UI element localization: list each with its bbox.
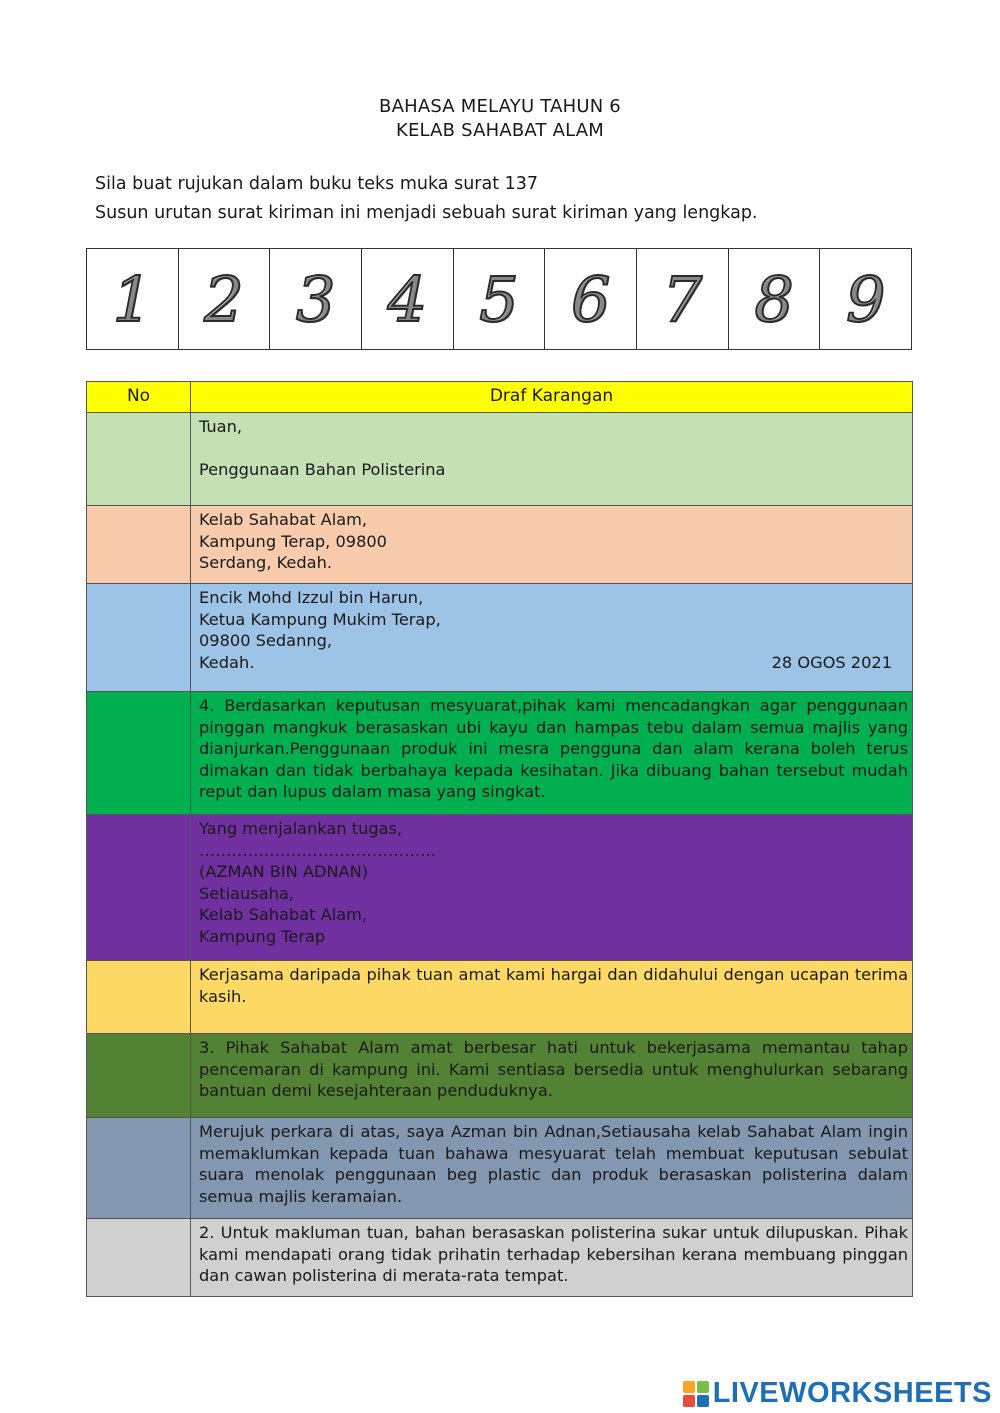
text-line: Setiausaha, — [199, 883, 294, 903]
worksheet-subtitle: KELAB SAHABAT ALAM — [395, 120, 605, 141]
table-row — [87, 961, 913, 1034]
liveworksheets-logo — [683, 1377, 992, 1410]
number-tile-3[interactable] — [270, 249, 362, 349]
answer-slot-1[interactable] — [87, 413, 191, 506]
number-tile-label: 8 — [754, 262, 794, 336]
number-tile-2[interactable] — [179, 249, 271, 349]
table-row — [87, 1034, 913, 1118]
number-tile-9[interactable] — [820, 249, 911, 349]
text-line: Penggunaan Bahan Polisterina — [199, 460, 446, 479]
draft-paragraph: 3. Pihak Sahabat Alam amat berbesar hati untuk bekerjasama memantau tahap pencemaran di kampung ini. Kami sentiasa bersedia untuk menghulurkan sebarang bantuan demi kesejahteraan penduduknya. — [191, 1034, 913, 1118]
draft-text — [191, 413, 913, 506]
number-tile-label: 6 — [570, 262, 611, 336]
answer-slot-3[interactable] — [87, 584, 191, 692]
answer-slot-5[interactable] — [87, 815, 191, 961]
column-header-no: No — [87, 382, 191, 413]
text-line: 09800 Sedanng, — [199, 631, 333, 650]
number-tile-8[interactable] — [729, 249, 821, 349]
draft-text — [191, 815, 913, 961]
draft-paragraph: Kerjasama daripada pihak tuan amat kami hargai dan didahului dengan ucapan terima kasih. — [191, 961, 913, 1034]
text-line: Encik Mohd Izzul bin Harun, — [199, 588, 424, 607]
answer-slot-8[interactable] — [87, 1118, 191, 1219]
draft-text — [191, 506, 913, 584]
text-line: Tuan, — [199, 417, 243, 436]
liveworksheets-logo-text: LIVEWORKSHEETS — [712, 1377, 992, 1409]
number-tile-6[interactable] — [545, 249, 637, 349]
text-line: Yang menjalankan tugas, — [199, 819, 403, 838]
number-tile-1[interactable] — [87, 249, 179, 349]
number-tile-label: 1 — [112, 262, 153, 336]
letter-date: 28 OGOS 2021 — [771, 652, 892, 672]
draft-paragraph: 4. Berdasarkan keputusan mesyuarat,pihak kami mencadangkan agar penggunaan pinggan mangkuk berasaskan ubi kayu dan hampas tebu dalam semua majlis yang dianjurkan.Penggunaan produk ini mesra pengguna dan alam kerana boleh terus dimakan dan tidak berbahaya kepada kesihatan. Jika dibuang bahan tersebut mudah reput dan lupus dalam masa yang singkat. — [191, 692, 913, 815]
table-row — [87, 506, 913, 584]
answer-slot-6[interactable] — [87, 961, 191, 1034]
number-tile-label: 3 — [295, 262, 336, 336]
number-tile-4[interactable] — [362, 249, 454, 349]
number-tile-label: 7 — [662, 262, 703, 336]
table-row — [87, 584, 913, 692]
answer-slot-7[interactable] — [87, 1034, 191, 1118]
signature-dots: …………………………………….. — [199, 840, 436, 860]
answer-slot-4[interactable] — [87, 692, 191, 815]
table-row — [87, 1219, 913, 1297]
draft-paragraph: 2. Untuk makluman tuan, bahan berasaskan polisterina sukar untuk dilupuskan. Pihak kami mendapati orang tidak prihatin terhadap kebersihan kerana membuang pinggan dan cawan polisterina di merata-rata tempat. — [191, 1219, 913, 1297]
number-tile-label: 9 — [845, 262, 886, 336]
table-row — [87, 413, 913, 506]
number-tile-label: 4 — [387, 262, 428, 336]
number-tile-7[interactable] — [637, 249, 729, 349]
number-tile-label: 2 — [204, 262, 244, 336]
text-line: (AZMAN BIN ADNAN) — [199, 862, 369, 881]
table-row — [87, 1118, 913, 1219]
instruction-2: Susun urutan surat kiriman ini menjadi sebuah surat kiriman yang lengkap. — [95, 203, 758, 223]
liveworksheets-logo-icon — [683, 1381, 709, 1407]
text-line: Kampung Terap — [199, 926, 326, 946]
text-line: Kelab Sahabat Alam, — [199, 905, 368, 924]
draft-text — [191, 584, 913, 692]
number-tile-label: 5 — [479, 262, 519, 336]
column-header-draft: Draf Karangan — [191, 382, 913, 413]
instruction-1: Sila buat rujukan dalam buku teks muka surat 137 — [95, 174, 539, 194]
text-line: Kelab Sahabat Alam, — [199, 510, 368, 529]
table-row — [87, 692, 913, 815]
number-tiles — [86, 248, 912, 350]
text-line — [199, 438, 908, 460]
text-line: Kampung Terap, 09800 — [199, 531, 387, 551]
answer-slot-9[interactable] — [87, 1219, 191, 1297]
table-row — [87, 815, 913, 961]
number-tile-5[interactable] — [454, 249, 546, 349]
text-line: Ketua Kampung Mukim Terap, — [199, 609, 441, 629]
text-line: Kedah. — [199, 652, 255, 672]
address-date-line — [199, 652, 908, 674]
draft-table — [86, 381, 913, 1297]
draft-paragraph: Merujuk perkara di atas, saya Azman bin Adnan,Setiausaha kelab Sahabat Alam ingin memaklumkan kepada tuan bahawa mesyuarat telah membuat keputusan sebulat suara menolak penggunaan beg plastic dan produk berasaskan polisterina dalam semua majlis keramaian. — [191, 1118, 913, 1219]
answer-slot-2[interactable] — [87, 506, 191, 584]
worksheet-title: BAHASA MELAYU TAHUN 6 — [379, 96, 621, 117]
text-line: Serdang, Kedah. — [199, 553, 332, 572]
